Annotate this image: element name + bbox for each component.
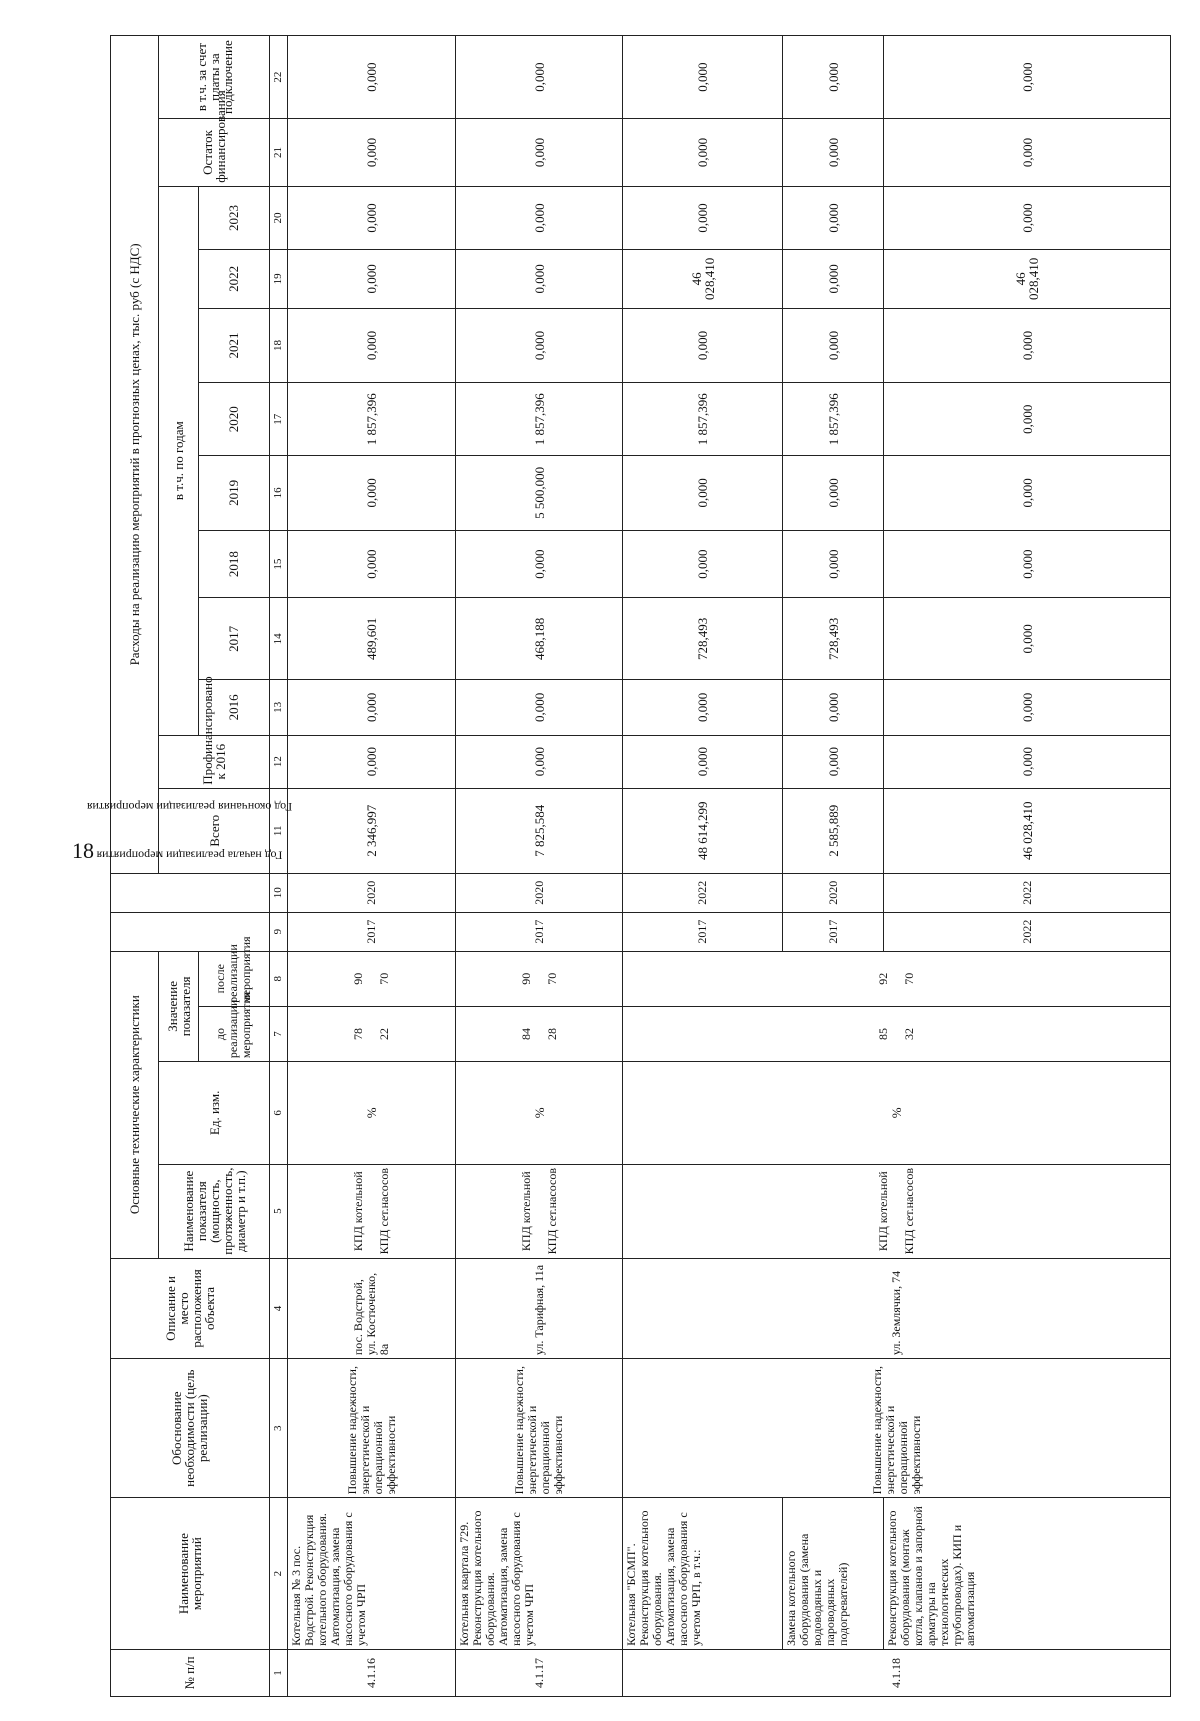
header-tech-group: Основные технические характеристики (111, 951, 159, 1258)
indicator-boiler-efficiency: КПД котельной (351, 1171, 366, 1252)
year-value: 0,000 (455, 680, 622, 735)
year-value: 46 028,410 (623, 250, 783, 308)
indicator-pump-efficiency: КПД сет.насосов (902, 1167, 917, 1255)
header-year-2021: 2021 (199, 308, 270, 383)
year-value: 5 500,000 (455, 456, 622, 531)
financed-2016: 0,000 (455, 735, 622, 788)
header-expense-group: Расходы на реализацию мероприятий в прогнозных ценах, тыс. руб (с НДС) (111, 36, 159, 874)
rest-value: 0,000 (455, 119, 622, 187)
measure-name: Котельная квартала 729. Реконструкция котельного оборудования. Автоматизация, замена насосного оборудования с учетом ЧРП (455, 1498, 622, 1650)
after-value: 92 (876, 972, 891, 985)
table-row (455, 36, 622, 1697)
column-number: 4 (269, 1258, 288, 1358)
indicator-pump-efficiency: КПД сет.насосов (544, 1167, 559, 1255)
indicator-unit: % (455, 1062, 622, 1164)
year-value: 0,000 (783, 186, 884, 249)
header-start-year-text: Год начала реализации мероприятия (96, 848, 283, 863)
indicator-pump-efficiency: КПД сет.насосов (377, 1167, 392, 1255)
measure-reason: Повышение надежности, энергетической и операционной эффективности (288, 1359, 455, 1498)
header-rest: Остаток финансирования (159, 119, 269, 187)
after-value: 90 (351, 972, 366, 985)
measure-location: ул. Тарифная, 11а (455, 1258, 622, 1358)
column-number: 10 (269, 873, 288, 912)
row-number: 4.1.17 (455, 1649, 622, 1696)
end-year: 2022 (884, 873, 1171, 912)
column-number: 7 (269, 1006, 288, 1061)
year-value: 0,000 (783, 308, 884, 383)
year-value: 728,493 (783, 598, 884, 680)
year-value: 1 857,396 (783, 383, 884, 456)
total-cost: 46 028,410 (884, 788, 1171, 873)
year-value: 0,000 (884, 186, 1171, 249)
header-year-2020: 2020 (199, 383, 270, 456)
connection-value: 0,000 (623, 36, 783, 119)
year-value: 0,000 (884, 530, 1171, 598)
total-cost: 2 585,889 (783, 788, 884, 873)
row-number: 4.1.18 (623, 1649, 1171, 1696)
year-value: 728,493 (623, 598, 783, 680)
column-number: 16 (269, 456, 288, 531)
column-number: 8 (269, 951, 288, 1006)
rest-value: 0,000 (623, 119, 783, 187)
after-value: 90 (518, 972, 533, 985)
indicator-after (288, 951, 455, 1006)
end-year: 2020 (455, 873, 622, 912)
after-value: 70 (377, 972, 392, 985)
header-year-2016: 2016 (199, 680, 270, 735)
year-value: 0,000 (783, 456, 884, 531)
indicator-before (288, 1006, 455, 1061)
year-value: 0,000 (288, 250, 455, 308)
row-number: 4.1.16 (288, 1649, 455, 1696)
column-number: 9 (269, 912, 288, 951)
total-cost: 7 825,584 (455, 788, 622, 873)
year-value: 0,000 (884, 383, 1171, 456)
connection-value: 0,000 (288, 36, 455, 119)
column-number: 18 (269, 308, 288, 383)
column-number: 14 (269, 598, 288, 680)
measure-reason: Повышение надежности, энергетической и операционной эффективности (455, 1359, 622, 1498)
financed-2016: 0,000 (783, 735, 884, 788)
end-year: 2020 (288, 873, 455, 912)
year-value: 0,000 (783, 530, 884, 598)
year-value: 1 857,396 (623, 383, 783, 456)
year-value: 0,000 (455, 308, 622, 383)
column-number: 5 (269, 1164, 288, 1258)
header-total: Всего (159, 788, 269, 873)
connection-value: 0,000 (783, 36, 884, 119)
column-number: 1 (269, 1649, 288, 1696)
indicator-names (455, 1164, 622, 1258)
measure-name: Котельная "БСМП". Реконструкция котельного оборудования. Автоматизация, замена насосного оборудования с учетом ЧРП, в т.ч.: (623, 1498, 783, 1650)
indicator-boiler-efficiency: КПД котельной (518, 1171, 533, 1252)
header-year-2017: 2017 (199, 598, 270, 680)
year-value: 0,000 (884, 308, 1171, 383)
year-value: 0,000 (884, 680, 1171, 735)
indicator-names (623, 1164, 1171, 1258)
year-value: 489,601 (288, 598, 455, 680)
connection-value: 0,000 (455, 36, 622, 119)
start-year: 2017 (455, 912, 622, 951)
year-value: 1 857,396 (455, 383, 622, 456)
rotated-table-container (87, 35, 1171, 1697)
rest-value: 0,000 (884, 119, 1171, 187)
header-location: Описание и место расположения объекта (111, 1258, 270, 1358)
start-year: 2017 (783, 912, 884, 951)
after-value: 70 (902, 972, 917, 985)
total-cost: 48 614,299 (623, 788, 783, 873)
before-value: 84 (518, 1028, 533, 1041)
header-end-year-text: Год окончания реализации мероприятия (87, 799, 293, 814)
year-value: 46 028,410 (884, 250, 1171, 308)
year-value: 0,000 (455, 186, 622, 249)
after-value: 70 (544, 972, 559, 985)
column-number: 22 (269, 36, 288, 119)
end-year: 2022 (623, 873, 783, 912)
year-value: 0,000 (455, 530, 622, 598)
column-number: 2 (269, 1498, 288, 1650)
year-value: 0,000 (623, 680, 783, 735)
indicator-boiler-efficiency: КПД котельной (876, 1171, 891, 1252)
end-year: 2020 (783, 873, 884, 912)
header-years-group: в т.ч. по годам (159, 186, 199, 735)
year-value: 0,000 (288, 530, 455, 598)
indicator-unit: % (623, 1062, 1171, 1164)
year-value: 0,000 (884, 598, 1171, 680)
column-number-row (269, 36, 288, 1697)
header-year-2023: 2023 (199, 186, 270, 249)
year-value: 0,000 (623, 308, 783, 383)
indicator-before (623, 1006, 1171, 1061)
connection-value: 0,000 (884, 36, 1171, 119)
before-value: 22 (377, 1028, 392, 1041)
year-value: 0,000 (623, 530, 783, 598)
before-value: 28 (544, 1028, 559, 1041)
header-financed: Профинансировано к 2016 (159, 735, 269, 788)
year-value: 0,000 (623, 456, 783, 531)
year-value: 1 857,396 (288, 383, 455, 456)
column-number: 15 (269, 530, 288, 598)
header-no: № п/п (111, 1649, 270, 1696)
rotated-table-frame (87, 35, 1171, 1697)
header-after: после реализации мероприятия (199, 951, 270, 1006)
header-name: Наименование мероприятий (111, 1498, 270, 1650)
header-year-2018: 2018 (199, 530, 270, 598)
total-cost: 2 346,997 (288, 788, 455, 873)
header-before: до реализации мероприятия (199, 1006, 270, 1061)
measure-name: Реконструкция котельного оборудования (монтаж котла, клапанов и запорной арматуры на технологических трубопроводах). КИП и автоматизация (884, 1498, 1171, 1650)
header-connection: в т.ч. за счет платы за подключение (159, 36, 269, 119)
indicator-after (455, 951, 622, 1006)
measure-name: Замена котельного оборудования (замена водоводяных и пароводяных подогревателей) (783, 1498, 884, 1650)
year-value: 0,000 (783, 250, 884, 308)
column-number: 20 (269, 186, 288, 249)
column-number: 12 (269, 735, 288, 788)
year-value: 0,000 (288, 680, 455, 735)
start-year: 2017 (288, 912, 455, 951)
header-unit: Ед. изм. (159, 1062, 269, 1164)
indicator-before (455, 1006, 622, 1061)
indicator-after (623, 951, 1171, 1006)
header-year-2022: 2022 (199, 250, 270, 308)
start-year: 2022 (884, 912, 1171, 951)
measure-name: Котельная № 3 пос. Водстрой. Реконструкция котельного оборудования. Автоматизация, замена насосного оборудования с учетом ЧРП (288, 1498, 455, 1650)
year-value: 0,000 (288, 308, 455, 383)
table-row (623, 36, 783, 1697)
column-number: 13 (269, 680, 288, 735)
header-indicator-group: Значение показателя (159, 951, 199, 1062)
rest-value: 0,000 (783, 119, 884, 187)
year-value: 0,000 (623, 186, 783, 249)
measure-location: ул. Землячки, 74 (623, 1258, 1171, 1358)
column-number: 17 (269, 383, 288, 456)
year-value: 0,000 (288, 186, 455, 249)
year-value: 468,188 (455, 598, 622, 680)
measure-reason: Повышение надежности, энергетической и операционной эффективности (623, 1359, 1171, 1498)
header-indicator-name: Наименование показателя (мощность, протяженность, диаметр и т.п.) (159, 1164, 269, 1258)
column-number: 6 (269, 1062, 288, 1164)
column-number: 21 (269, 119, 288, 187)
year-value: 0,000 (884, 456, 1171, 531)
table-row (288, 36, 455, 1697)
header-year-2019: 2019 (199, 456, 270, 531)
rest-value: 0,000 (288, 119, 455, 187)
column-number: 19 (269, 250, 288, 308)
investment-table (87, 35, 1171, 1697)
header-reason: Обоснование необходимости (цель реализации) (111, 1359, 270, 1498)
start-year: 2017 (623, 912, 783, 951)
column-number: 3 (269, 1359, 288, 1498)
financed-2016: 0,000 (288, 735, 455, 788)
financed-2016: 0,000 (884, 735, 1171, 788)
before-value: 32 (902, 1028, 917, 1041)
year-value: 0,000 (783, 680, 884, 735)
indicator-names (288, 1164, 455, 1258)
year-value: 0,000 (455, 250, 622, 308)
before-value: 78 (351, 1028, 366, 1041)
page-number: 18 (72, 838, 94, 863)
column-number: 11 (269, 788, 288, 873)
before-value: 85 (876, 1028, 891, 1041)
measure-location: пос. Водстрой, ул. Костюченко, 8а (288, 1258, 455, 1358)
year-value: 0,000 (288, 456, 455, 531)
indicator-unit: % (288, 1062, 455, 1164)
financed-2016: 0,000 (623, 735, 783, 788)
